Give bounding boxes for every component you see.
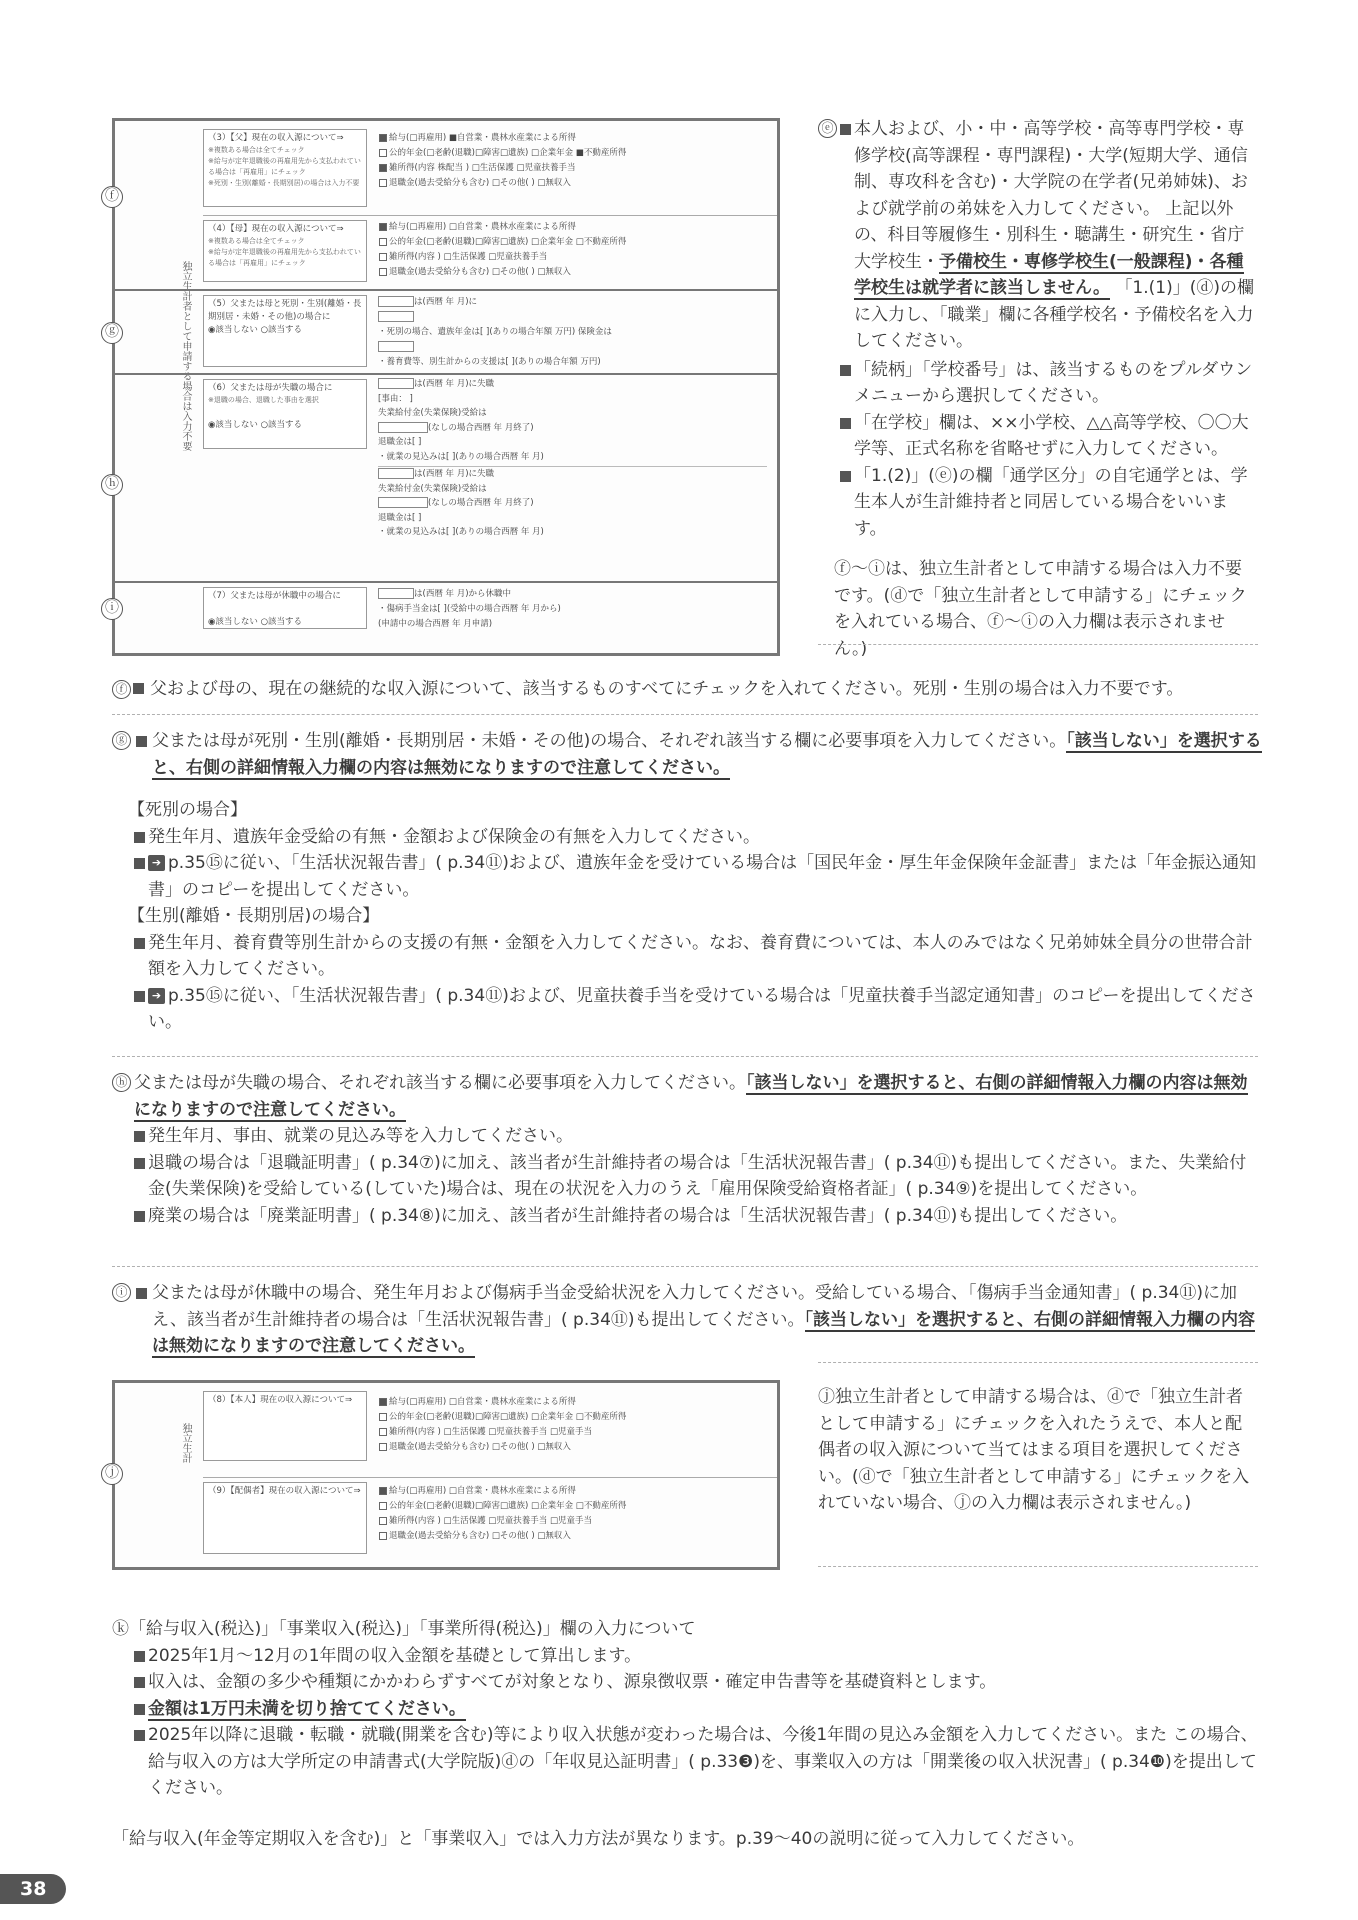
note-e: ⓔ 本人および、小・中・高等学校・高等専門学校・専修学校(高等課程・専門課程)・大学(短期大学、通信制、専攻科を含む)・大学院の在学者(兄弟姉妹)、および就学前の弟妹を入力してください。 上記以外の、科目等履修生・別科生・聴講生・研究生・省庁大学校生・予備校生・専修学校生(一般課程)・各種学校生は就学者に該当しません。 「1.(1)」(ⓓ)の欄に入力し、「職業」欄に各種学校名・予備校名を入力してください。 「続柄」「学校番号」は、該当するものをプルダウンメニューから選択してください。 「在学校」欄は、××小学校、△△高等学校、〇〇大学等、正式名称を省略せずに入力してください。 「1.(2)」(ⓔ)の欄「通学区分」の自宅通学とは、学生本人が生計維持者と同居している場合をいいます。 ⓕ〜ⓘは、独立生計者として申請する場合は入力不要です。(ⓓで「独立生計者として申請する」にチェックを入れている場合、ⓕ〜ⓘの入力欄は表示されません。) xyxy=(818,116,1258,662)
para-k: ⓚ「給与収入(税込)」「事業収入(税込)」「事業所得(税込)」欄の入力について 2025年1月〜12月の1年間の収入金額を基礎として算出します。 収入は、金額の多少や種類にかかわらずすべてが対象となり、源泉徴収票・確定申告書等を基礎資料とします。 金額は1万円未満を切り捨ててください。 2025年以降に退職・転職・就職(開業を含む)等により収入状態が変わった場合は、今後1年間の見込み金額を入力してください。また この場合、給与収入の方は大学所定の申請書式(大学院版)ⓓの「年収見込証明書」( p.33❸)を、事業収入の方は「開業後の収入状況書」( p.34❿)を提出してください。 「給与収入(年金等定期収入を含む)」と「事業収入」では入力方法が異なります。p.39〜40の説明に従って入力してください。 xyxy=(112,1616,1262,1852)
note-f-i: ⓕ〜ⓘは、独立生計者として申請する場合は入力不要です。(ⓓで「独立生計者として申請する」にチェックを入れている場合、ⓕ〜ⓘの入力欄は表示されません。) xyxy=(834,559,1247,659)
section-3-father: （3）【父】現在の収入源について⇒ ※複数ある場合は全てチェック ※給与が定年退職後の再雇用先から支払われている場合は「再雇用」にチェック ※死別・生別(離婚・長期別居)の場合は入力不要 給与(□再雇用) ■自営業・農林水産業による所得 公的年金(□老齢(退職)□障害□遺族) □企業年金 ■不動産所得 雑所得(内容 株配当 ) □生活保護 □児童扶養手当 退職金(過去受給分も含む) □その他( ) □無収入 xyxy=(203,129,777,219)
para-i: ⓘ 父または母が休職中の場合、発生年月および傷病手当金受給状況を入力してください。受給している場合、「傷病手当金通知書」( p.34⑪)に加え、該当者が生計維持者の場合は「生活状況報告書」( p.34⑪)も提出してください。「該当しない」を選択すると、右側の詳細情報入力欄の内容は無効になりますので注意してください。 xyxy=(112,1280,1262,1360)
divider xyxy=(112,714,1258,715)
radio-group[interactable]: ◉該当しない ○該当する xyxy=(208,617,303,627)
page-number: 38 xyxy=(0,1874,66,1904)
checkbox[interactable] xyxy=(379,164,387,172)
checkbox[interactable] xyxy=(379,253,387,261)
marker-h: ⓗ xyxy=(101,474,123,496)
marker-f: ⓕ xyxy=(101,186,123,208)
radio-group[interactable]: ◉該当しない ○該当する xyxy=(208,420,303,430)
form-screenshot-self-income xyxy=(112,1380,780,1570)
section-3-title: （3）【父】現在の収入源について⇒ xyxy=(208,133,344,143)
checkbox[interactable] xyxy=(379,134,387,142)
para-g: ⓖ 父または母が死別・生別(離婚・長期別居・未婚・その他)の場合、それぞれ該当する欄に必要事項を入力してください。「該当しない」を選択すると、右側の詳細情報入力欄の内容は無効になりますので注意してください。 【死別の場合】 発生年月、遺族年金受給の有無・金額および保険金の有無を入力してください。 ➔ p.35⑮に従い、「生活状況報告書」( p.34⑪)および、遺族年金を受けている場合は「国民年金・厚生年金保険年金証書」または「年金振込通知書」のコピーを提出してください。 【生別(離婚・長期別居)の場合】 発生年月、養育費等別生計からの支援の有無・金額を入力してください。なお、養育費については、本人のみではなく兄弟姉妹全員分の世帯合計額を入力してください。 ➔ p.35⑮に従い、「生活状況報告書」( p.34⑪)および、児童扶養手当を受けている場合は「児童扶養手当認定通知書」のコピーを提出してください。 xyxy=(112,728,1262,1036)
section-5-bereavement: （5）父または母と死別・生別(離婚・長期別居・未婚・その他)の場合に ◉該当しない ○該当する は(西暦 年 月)に ・死別の場合、遺族年金は[ ](ありの場合年額 万円) 保険金は ・養育費等、別生計からの支援は[ ](ありの場合年額 万円) xyxy=(112,289,777,371)
para-f: ⓕ 父および母の、現在の継続的な収入源について、該当するものすべてにチェックを入れてください。死別・生別の場合は入力不要です。 xyxy=(112,676,1262,703)
section-9-spouse: （9）【配偶者】現在の収入源について⇒ 給与(□再雇用) □自営業・農林水産業による所得 公的年金(□老齢(退職)□障害□遺族) □企業年金 □不動産所得 雑所得(内容 ) □生活保護 □児童扶養手当 □児童手当 退職金(過去受給分も含む) □その他( ) □無収入 xyxy=(203,1477,777,1565)
form-screenshot-parent-income xyxy=(112,118,780,656)
section-8-self: （8）【本人】現在の収入源について⇒ 給与(□再雇用) □自営業・農林水産業による所得 公的年金(□老齢(退職)□障害□遺族) □企業年金 □不動産所得 雑所得(内容 ) □生活保護 □児童扶養手当 □児童手当 退職金(過去受給分も含む) □その他( ) □無収入 xyxy=(203,1391,777,1475)
marker-j: ⓙ xyxy=(101,1463,123,1485)
divider xyxy=(112,1056,1258,1057)
footnote: 「給与収入(年金等定期収入を含む)」と「事業収入」では入力方法が異なります。p.39〜40の説明に従って入力してください。 xyxy=(112,1828,1085,1849)
divider xyxy=(818,1566,1258,1567)
checkbox[interactable] xyxy=(379,238,387,246)
checkbox[interactable] xyxy=(379,149,387,157)
checkbox[interactable] xyxy=(379,179,387,187)
checkbox[interactable] xyxy=(379,268,387,276)
vertical-label: 独立生計 xyxy=(180,1423,191,1463)
note-j: ⓙ独立生計者として申請する場合は、ⓓで「独立生計者として申請する」にチェックを入れたうえで、本人と配偶者の収入源について当てはまる項目を選択してください。(ⓓで「独立生計者として申請する」にチェックを入れていない場合、ⓙの入力欄は表示されません。) xyxy=(818,1387,1250,1513)
radio-group[interactable]: ◉該当しない ○該当する xyxy=(208,325,303,335)
para-h: ⓗ 父または母が失職の場合、それぞれ該当する欄に必要事項を入力してください。「該当しない」を選択すると、右側の詳細情報入力欄の内容は無効になりますので注意してください。 発生年月、事由、就業の見込み等を入力してください。 退職の場合は「退職証明書」( p.34⑦)に加え、該当者が生計維持者の場合は「生活状況報告書」( p.34⑪)も提出してください。また、失業給付金(失業保険)を受給している(していた)場合は、現在の状況を入力のうえ「雇用保険受給資格者証」( p.34⑨)を提出してください。 廃業の場合は「廃業証明書」( p.34⑧)に加え、該当者が生計維持者の場合は「生活状況報告書」( p.34⑪)も提出してください。 xyxy=(112,1070,1262,1229)
vertical-label: 独立生計者として申請する場合は入力不要 xyxy=(180,261,191,451)
section-7-leave: （7）父または母が休職中の場合に ◉該当しない ○該当する は(西暦 年 月)から休職中 ・傷病手当金は[ ](受給中の場合西暦 年 月から) (申請中の場合西暦 年 月申請) xyxy=(112,581,777,653)
checkbox[interactable] xyxy=(379,223,387,231)
marker-g: ⓖ xyxy=(101,322,123,344)
marker-i: ⓘ xyxy=(101,598,123,620)
divider xyxy=(818,1362,1258,1363)
divider xyxy=(818,644,1258,645)
section-6-job-loss: （6）父または母が失職の場合に ※退職の場合、退職した事由を選択 ◉該当しない ○該当する は(西暦 年 月)に失職 [事由： ] 失業給付金(失業保険)受給は (なしの場合西暦 年 月終了) 退職金は[ ] ・就業の見込みは[ ](ありの場合西暦 年 月) は(西暦 年 月)に失職 失業給付金(失業保険)受給は (なしの場合西暦 年 月終了) 退職金は[ ] ・就業の見込みは[ ](ありの場合西暦 年 月) xyxy=(112,373,777,579)
divider xyxy=(112,1266,1258,1267)
section-4-mother: （4）【母】現在の収入源について⇒ ※複数ある場合は全てチェック ※給与が定年退職後の再雇用先から支払われている場合は「再雇用」にチェック 給与(□再雇用) □自営業・農林水産業による所得 公的年金(□老齢(退職)□障害□遺族) □企業年金 □不動産所得 雑所得(内容 ) □生活保護 □児童扶養手当 退職金(過去受給分も含む) □その他( ) □無収入 xyxy=(203,215,777,287)
